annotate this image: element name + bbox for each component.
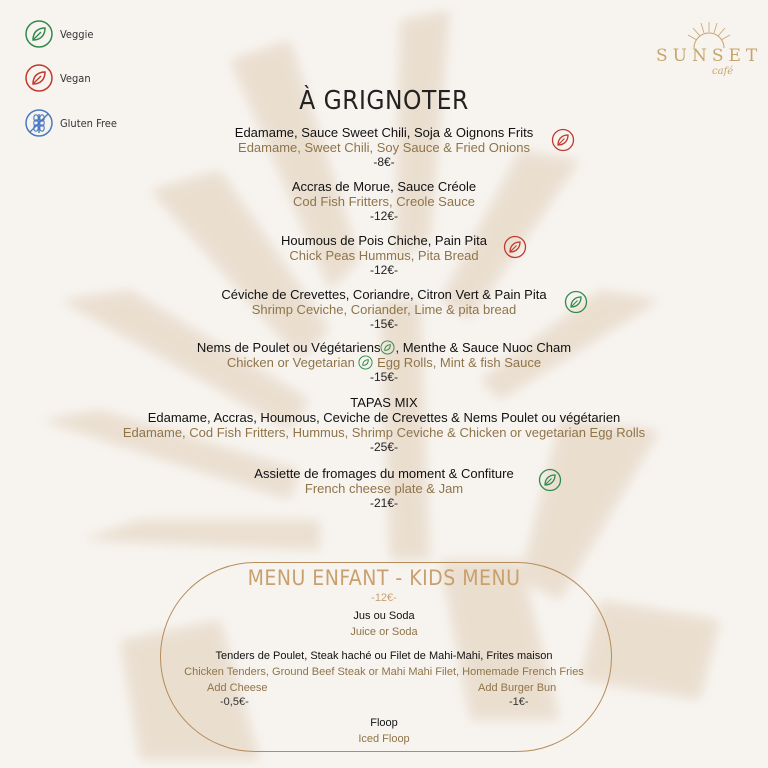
logo-subtitle: café — [712, 66, 734, 77]
veggie-icon — [358, 355, 373, 370]
item-price: -25€- — [369, 440, 398, 454]
item-name-en: French cheese plate & Jam — [304, 481, 464, 496]
kids-menu-price: -12€- — [371, 592, 397, 604]
logo-wordmark: SUNSET — [656, 46, 763, 66]
item-price: -12€- — [369, 209, 398, 223]
item-name-en-part-b: Egg Rolls, Mint & fish Sauce — [373, 355, 542, 370]
menu-item-edamame — [0, 125, 768, 170]
menu-item-ceviche — [0, 287, 768, 332]
legend-veggie-label: Veggie — [60, 27, 94, 41]
item-price: -15€- — [369, 370, 398, 384]
addon-cheese-price: -0,5€- — [220, 696, 249, 708]
item-price: -21€- — [369, 496, 398, 510]
item-heading: TAPAS MIX — [350, 395, 418, 410]
veggie-icon — [564, 290, 588, 314]
item-name-fr: Houmous de Pois Chiche, Pain Pita — [281, 233, 487, 248]
vegan-icon — [551, 128, 575, 152]
item-price: -8€- — [373, 155, 395, 169]
item-name-en — [0, 355, 768, 370]
item-name-en: Edamame, Cod Fish Fritters, Hummus, Shrimp Ceviche & Chicken or vegetarian Egg Rolls — [122, 425, 646, 440]
menu-item-nems — [0, 340, 768, 385]
item-name-fr-part-a: Nems de Poulet ou Végétariens — [196, 340, 381, 355]
item-name-en-part-a: Chicken or Vegetarian — [226, 355, 355, 370]
item-name-fr: Accras de Morue, Sauce Créole — [291, 179, 477, 194]
addon-bun-label: Add Burger Bun — [478, 682, 557, 694]
addon-cheese-label: Add Cheese — [207, 682, 268, 694]
item-name-en: Shrimp Ceviche, Coriander, Lime & pita bread — [251, 302, 517, 317]
item-name-fr: Assiette de fromages du moment & Confiture — [254, 466, 514, 481]
veggie-icon — [538, 468, 562, 492]
sun-rays-icon — [684, 20, 734, 48]
item-name-en: Edamame, Sweet Chili, Soy Sauce & Fried Onions — [238, 140, 530, 155]
section-title: À GRIGNOTER — [299, 86, 469, 116]
item-name-fr: Céviche de Crevettes, Coriandre, Citron Vert & Pain Pita — [221, 287, 547, 302]
item-name-fr-part-b: , Menthe & Sauce Nuoc Cham — [395, 340, 572, 355]
sunset-cafe-logo — [656, 18, 762, 88]
veggie-icon — [380, 340, 395, 355]
menu-item-accras — [0, 179, 768, 224]
item-price: -12€- — [369, 263, 398, 277]
kids-dessert-fr: Floop — [370, 717, 398, 729]
menu-item-cheese-plate — [0, 466, 768, 511]
item-price: -15€- — [369, 317, 398, 331]
kids-menu-title: MENU ENFANT - KIDS MENU — [247, 566, 521, 590]
vegan-icon — [503, 235, 527, 259]
addon-bun-price: -1€- — [509, 696, 529, 708]
legend-gluten-free-label: Gluten Free — [60, 116, 117, 130]
kids-drink-fr: Jus ou Soda — [353, 610, 415, 622]
menu-item-houmous — [0, 233, 768, 278]
legend-veggie — [24, 19, 93, 49]
item-name-en: Chick Peas Hummus, Pita Bread — [289, 248, 479, 263]
item-name-fr — [0, 340, 768, 355]
kids-main-fr: Tenders de Poulet, Steak haché ou Filet de Mahi-Mahi, Frites maison — [215, 650, 553, 662]
kids-main-en: Chicken Tenders, Ground Beef Steak or Mahi Mahi Filet, Homemade French Fries — [184, 666, 584, 678]
menu-item-tapas-mix — [0, 395, 768, 455]
item-name-en: Cod Fish Fritters, Creole Sauce — [292, 194, 476, 209]
kids-dessert-en: Iced Floop — [358, 733, 410, 745]
legend-vegan-label: Vegan — [60, 71, 91, 85]
item-name-fr: Edamame, Accras, Houmous, Ceviche de Crevettes & Nems Poulet ou végétarien — [147, 410, 621, 425]
veggie-leaf-icon — [24, 19, 54, 49]
item-name-fr: Edamame, Sauce Sweet Chili, Soja & Oignons Frits — [234, 125, 534, 140]
kids-drink-en: Juice or Soda — [350, 626, 418, 638]
